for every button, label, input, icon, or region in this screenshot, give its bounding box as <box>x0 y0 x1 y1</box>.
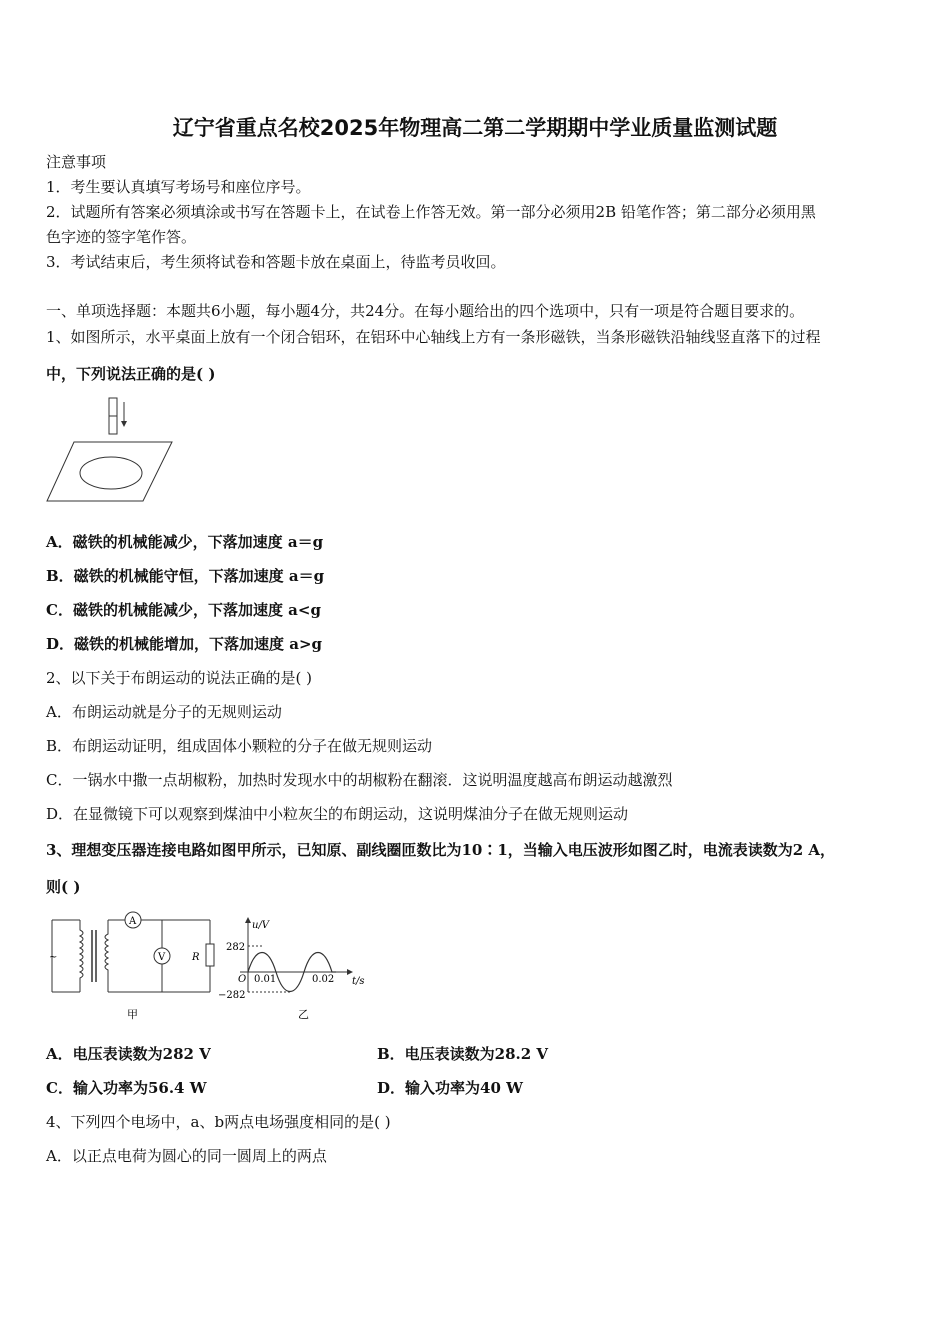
q2-option-a: A．布朗运动就是分子的无规则运动 <box>46 703 282 721</box>
q1-option-b: B．磁铁的机械能守恒，下落加速度 a＝g <box>46 567 325 585</box>
q4-option-a: A．以正点电荷为圆心的同一圆周上的两点 <box>46 1147 327 1165</box>
page-title: 辽宁省重点名校2025年物理高二第二学期期中学业质量监测试题 <box>172 116 778 140</box>
q2-option-d: D．在显微镜下可以观察到煤油中小粒灰尘的布朗运动，这说明煤油分子在做无规则运动 <box>46 805 629 823</box>
q3-option-d: D．输入功率为40 W <box>377 1079 523 1097</box>
y-max-label: 282 <box>226 942 246 953</box>
q1-option-d: D．磁铁的机械能增加，下落加速度 a>g <box>46 635 323 653</box>
q1-option-c: C．磁铁的机械能减少，下落加速度 a<g <box>46 601 321 619</box>
y-axis-label: u/V <box>252 920 270 931</box>
q1-stem-line1: 1、如图所示，水平桌面上放有一个闭合铝环，在铝环中心轴线上方有一条形磁铁，当条形磁铁沿轴线竖直落下的过程 <box>46 328 821 346</box>
q2-option-b: B．布朗运动证明，组成固体小颗粒的分子在做无规则运动 <box>46 737 433 755</box>
q3-option-a: A．电压表读数为282 V <box>46 1045 211 1063</box>
q3-option-b: B．电压表读数为28.2 V <box>377 1045 549 1063</box>
caption-left: 甲 <box>127 1008 138 1021</box>
origin-label: O <box>238 974 247 985</box>
q3-stem-line2: 则( ) <box>46 878 81 896</box>
q1-stem-line2: 中，下列说法正确的是( ) <box>46 365 216 383</box>
notice-item-3: 3．考试结束后，考生须将试卷和答题卡放在桌面上，待监考员收回。 <box>46 253 506 271</box>
resistor-label: R <box>192 952 200 963</box>
section-heading: 一、单项选择题：本题共6小题，每小题4分，共24分。在每小题给出的四个选项中，只有一项是符合题目要求的。 <box>46 302 805 320</box>
q2-option-c: C．一锅水中撒一点胡椒粉，加热时发现水中的胡椒粉在翻滚．这说明温度越高布朗运动越激烈 <box>46 771 673 789</box>
q3-option-c: C．输入功率为56.4 W <box>46 1079 207 1097</box>
table-surface <box>47 442 172 501</box>
voltmeter-label: V <box>158 952 166 963</box>
t1-label: 0.01 <box>254 974 277 985</box>
y-min-label: −282 <box>218 990 246 1001</box>
x-axis-label: t/s <box>352 976 365 987</box>
q3-figure <box>44 906 374 1026</box>
q1-option-a: A．磁铁的机械能减少，下落加速度 a＝g <box>46 533 324 551</box>
notice-item-2-cont: 色字迹的签字笔作答。 <box>46 228 197 246</box>
notice-heading: 注意事项 <box>46 153 107 171</box>
q1-figure <box>46 394 176 504</box>
q2-stem: 2、以下关于布朗运动的说法正确的是( ) <box>46 669 313 687</box>
notice-item-1: 1．考生要认真填写考场号和座位序号。 <box>46 178 311 196</box>
q4-stem: 4、下列四个电场中，a、b两点电场强度相同的是( ) <box>46 1113 391 1131</box>
secondary-coil <box>105 920 108 992</box>
ammeter-label: A <box>129 916 137 927</box>
primary-coil <box>80 920 83 992</box>
ac-source-symbol: ~ <box>49 952 58 963</box>
q3-stem-line1: 3、理想变压器连接电路如图甲所示，已知原、副线圈匝数比为10∶1，当输入电压波形如图乙时，电流表读数为2 A， <box>46 841 836 859</box>
t2-label: 0.02 <box>312 974 335 985</box>
notice-item-2: 2．试题所有答案必须填涂或书写在答题卡上，在试卷上作答无效。第一部分必须用2B 铅笔作答；第二部分必须用黑 <box>46 203 816 221</box>
resistor <box>206 944 214 966</box>
caption-right: 乙 <box>298 1008 309 1021</box>
